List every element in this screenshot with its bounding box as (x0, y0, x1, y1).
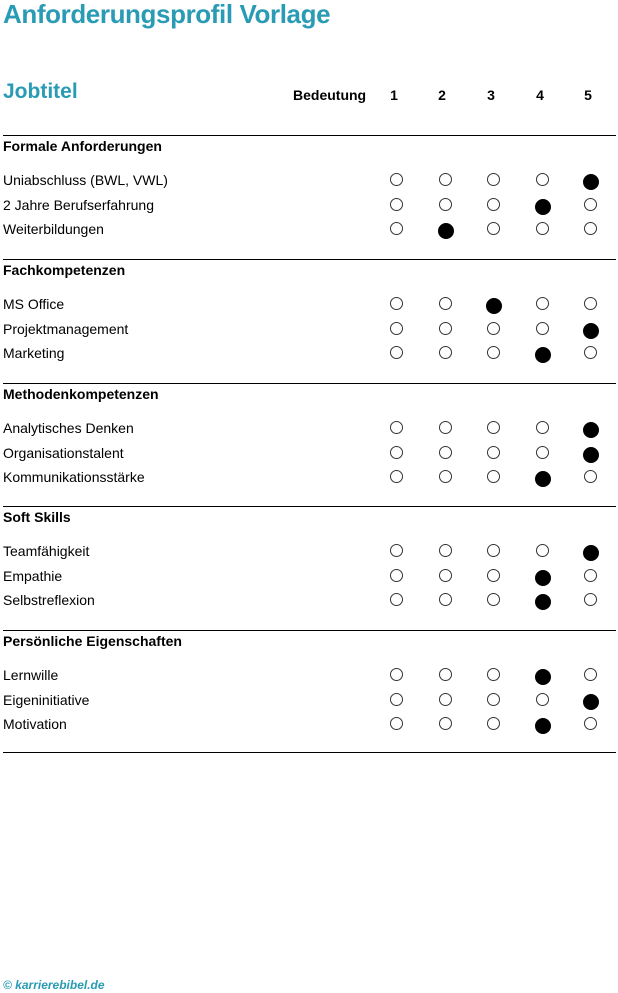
rating-dot-empty[interactable] (536, 544, 549, 557)
section-title: Formale Anforderungen (3, 138, 162, 154)
rating-dot-empty[interactable] (584, 198, 597, 211)
requirement-row (0, 320, 618, 344)
section-divider (3, 135, 616, 136)
requirement-row (0, 220, 618, 244)
rating-dot-empty[interactable] (390, 446, 403, 459)
rating-dot-empty[interactable] (487, 717, 500, 730)
rating-dot-empty[interactable] (390, 198, 403, 211)
rating-dot-empty[interactable] (536, 446, 549, 459)
rating-dot-empty[interactable] (439, 297, 452, 310)
rating-dot-empty[interactable] (584, 569, 597, 582)
rating-dot-selected[interactable] (583, 174, 599, 190)
section-divider (3, 259, 616, 260)
rating-dot-empty[interactable] (536, 421, 549, 434)
rating-dot-selected[interactable] (583, 323, 599, 339)
rating-dot-empty[interactable] (390, 593, 403, 606)
rating-dot-empty[interactable] (487, 470, 500, 483)
rating-dot-empty[interactable] (390, 322, 403, 335)
rating-dot-empty[interactable] (439, 593, 452, 606)
rating-dot-empty[interactable] (487, 346, 500, 359)
scale-header-4: 4 (536, 87, 544, 103)
rating-dot-empty[interactable] (487, 446, 500, 459)
requirement-label: Selbstreflexion (3, 592, 95, 609)
requirement-row (0, 171, 618, 195)
rating-dot-empty[interactable] (439, 421, 452, 434)
rating-dot-empty[interactable] (487, 322, 500, 335)
rating-dot-empty[interactable] (390, 470, 403, 483)
rating-dot-empty[interactable] (439, 717, 452, 730)
scale-header-5: 5 (584, 87, 592, 103)
rating-dot-empty[interactable] (487, 222, 500, 235)
rating-dot-empty[interactable] (390, 544, 403, 557)
rating-dot-selected[interactable] (583, 694, 599, 710)
requirement-label: Projektmanagement (3, 320, 129, 337)
rating-dot-empty[interactable] (390, 346, 403, 359)
rating-dot-empty[interactable] (584, 668, 597, 681)
requirement-row (0, 295, 618, 319)
rating-dot-selected[interactable] (535, 199, 551, 215)
requirement-label: Kommunikationsstärke (3, 469, 145, 486)
requirement-label: Organisationstalent (3, 444, 124, 461)
section-divider (3, 506, 616, 507)
rating-dot-empty[interactable] (390, 668, 403, 681)
rating-dot-empty[interactable] (439, 470, 452, 483)
rating-dot-empty[interactable] (536, 297, 549, 310)
requirement-label: Empathie (3, 567, 63, 584)
section-divider (3, 630, 616, 631)
rating-dot-empty[interactable] (584, 222, 597, 235)
requirement-label: Uniabschluss (BWL, VWL) (3, 172, 168, 188)
requirement-row (0, 691, 618, 715)
scale-header-2: 2 (438, 87, 446, 103)
rating-dot-selected[interactable] (535, 669, 551, 685)
rating-dot-empty[interactable] (536, 222, 549, 235)
rating-dot-empty[interactable] (487, 421, 500, 434)
section-title: Soft Skills (3, 509, 71, 525)
rating-dot-empty[interactable] (584, 717, 597, 730)
rating-dot-empty[interactable] (439, 446, 452, 459)
rating-dot-empty[interactable] (487, 693, 500, 706)
scale-header-1: 1 (390, 87, 398, 103)
rating-dot-empty[interactable] (487, 198, 500, 211)
rating-dot-selected[interactable] (535, 594, 551, 610)
requirement-label: Analytisches Denken (3, 420, 134, 436)
requirement-label: Marketing (3, 345, 65, 362)
requirement-label: MS Office (3, 296, 65, 312)
bottom-divider (3, 752, 616, 753)
page-title: Anforderungsprofil Vorlage (3, 0, 331, 29)
rating-dot-empty[interactable] (390, 693, 403, 706)
requirement-label: Eigeninitiative (3, 691, 90, 708)
rating-dot-empty[interactable] (390, 222, 403, 235)
rating-dot-selected[interactable] (486, 298, 502, 314)
rating-dot-empty[interactable] (439, 322, 452, 335)
rating-dot-empty[interactable] (439, 668, 452, 681)
rating-dot-empty[interactable] (439, 569, 452, 582)
rating-dot-empty[interactable] (390, 569, 403, 582)
rating-dot-empty[interactable] (439, 693, 452, 706)
rating-dot-selected[interactable] (583, 447, 599, 463)
section-title: Fachkompetenzen (3, 262, 126, 278)
rating-dot-selected[interactable] (535, 471, 551, 487)
requirement-row (0, 196, 618, 220)
rating-dot-empty[interactable] (390, 173, 403, 186)
rating-dot-empty[interactable] (439, 346, 452, 359)
rating-dot-empty[interactable] (390, 717, 403, 730)
rating-dot-empty[interactable] (487, 668, 500, 681)
rating-dot-empty[interactable] (584, 297, 597, 310)
requirement-row (0, 591, 618, 615)
rating-dot-empty[interactable] (439, 173, 452, 186)
rating-dot-empty[interactable] (487, 569, 500, 582)
rating-dot-empty[interactable] (487, 593, 500, 606)
scale-header-3: 3 (487, 87, 495, 103)
rating-dot-selected[interactable] (535, 570, 551, 586)
section-title: Persönliche Eigenschaften (3, 633, 182, 649)
requirement-label: Teamfähigkeit (3, 543, 90, 559)
requirement-row (0, 542, 618, 566)
rating-dot-selected[interactable] (438, 223, 454, 239)
rating-dot-empty[interactable] (390, 421, 403, 434)
rating-dot-empty[interactable] (584, 470, 597, 483)
requirement-row (0, 419, 618, 443)
requirement-row (0, 567, 618, 591)
rating-dot-empty[interactable] (584, 593, 597, 606)
rating-dot-selected[interactable] (583, 545, 599, 561)
rating-dot-empty[interactable] (536, 322, 549, 335)
section-divider (3, 383, 616, 384)
rating-dot-empty[interactable] (536, 173, 549, 186)
requirement-row (0, 344, 618, 368)
requirement-row (0, 666, 618, 690)
rating-dot-selected[interactable] (583, 422, 599, 438)
rating-dot-empty[interactable] (439, 198, 452, 211)
requirement-row (0, 444, 618, 468)
rating-dot-selected[interactable] (535, 347, 551, 363)
rating-dot-selected[interactable] (535, 718, 551, 734)
requirement-label: Lernwille (3, 667, 59, 683)
rating-dot-empty[interactable] (487, 173, 500, 186)
rating-dot-empty[interactable] (487, 544, 500, 557)
job-title: Jobtitel (3, 80, 78, 103)
rating-dot-empty[interactable] (584, 346, 597, 359)
importance-header: Bedeutung (293, 87, 367, 103)
rating-dot-empty[interactable] (439, 544, 452, 557)
requirement-label: Weiterbildungen (3, 221, 104, 238)
requirement-label: Motivation (3, 716, 67, 733)
requirement-row (0, 468, 618, 492)
section-title: Methodenkompetenzen (3, 386, 159, 402)
rating-dot-empty[interactable] (390, 297, 403, 310)
rating-dot-empty[interactable] (536, 693, 549, 706)
footer-credit: © karrierebibel.de (3, 978, 105, 992)
requirement-label: 2 Jahre Berufserfahrung (3, 196, 154, 213)
requirement-row (0, 715, 618, 739)
